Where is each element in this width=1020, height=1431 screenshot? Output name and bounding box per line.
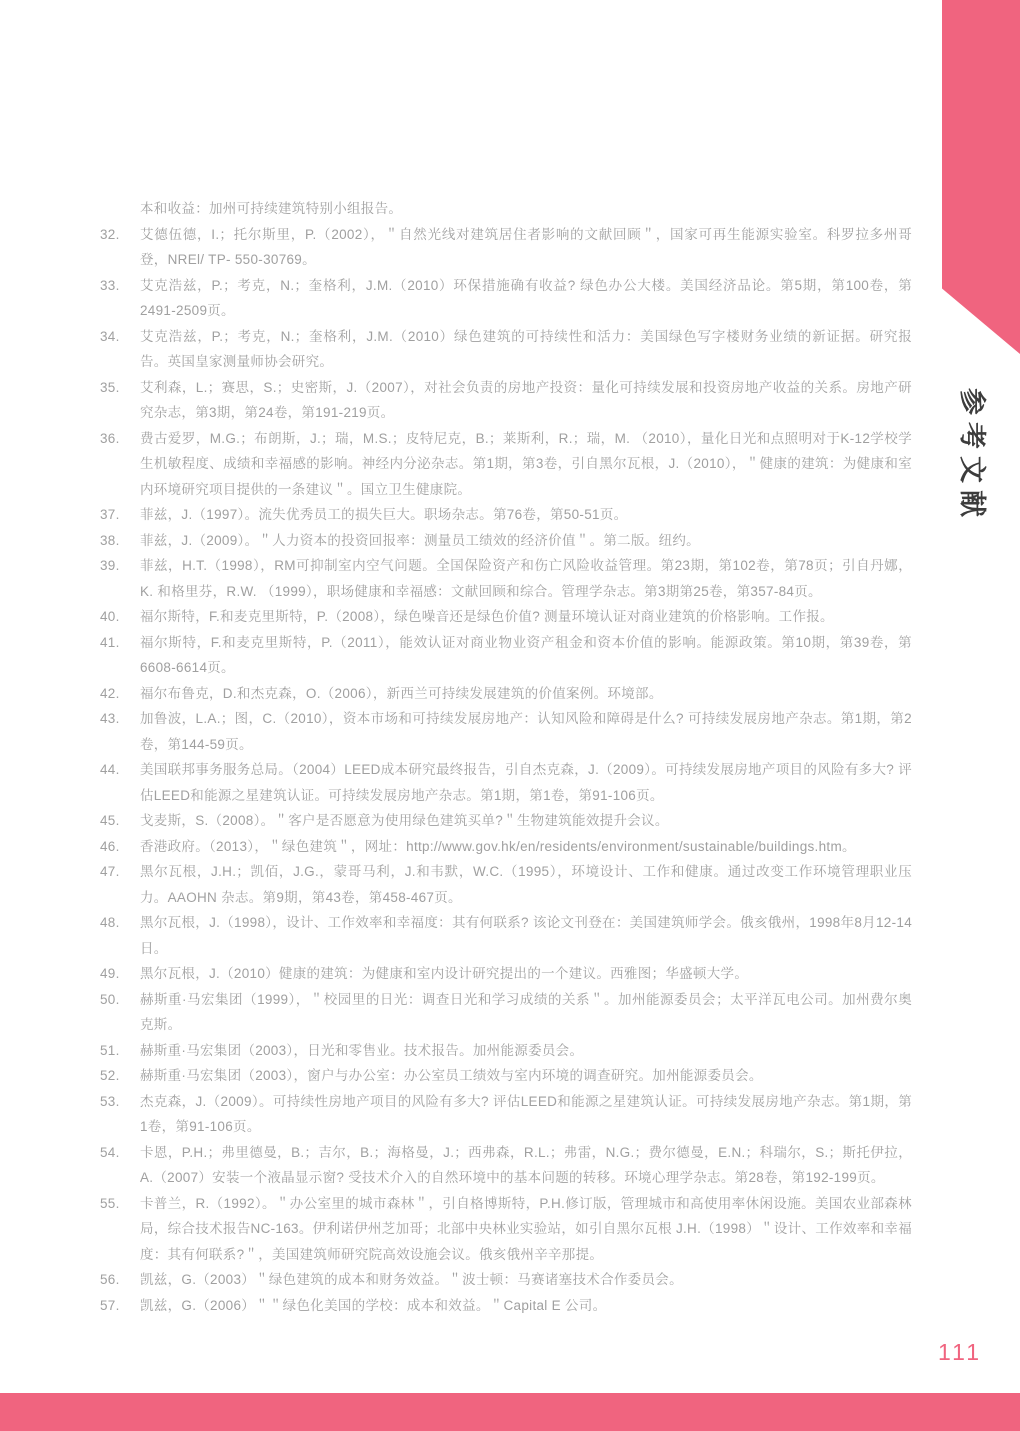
reference-item — [100, 1293, 912, 1319]
reference-number: 53. — [100, 1093, 120, 1109]
reference-number: 33. — [100, 277, 120, 293]
reference-text: 福尔斯特，F.和麦克里斯特，P.（2008），绿色噪音还是绿色价值? 测量环境认证对商业建筑的价格影响。工作报。 — [140, 609, 834, 624]
reference-item — [100, 910, 912, 961]
reference-item — [100, 426, 912, 503]
reference-text: 艾克浩兹，P.；考克，N.；奎格利，J.M.（2010）环保措施确有收益? 绿色办公大楼。美国经济品论。第5期，第100卷，第2491-2509页。 — [140, 277, 912, 318]
reference-number: 32. — [100, 226, 120, 242]
reference-text: 戈麦斯，S.（2008）。＂客户是否愿意为使用绿色建筑买单?＂生物建筑能效提升会议。 — [140, 813, 669, 828]
reference-number: 50. — [100, 991, 120, 1007]
reference-text: 黑尔瓦根，J.H.；凯佰，J.G.，蒙哥马利，J.和韦默，W.C.（1995），环境设计、工作和健康。通过改变工作环境管理职业压力。AAOHN 杂志。第9期，第43卷，第458-467页。 — [140, 864, 912, 905]
reference-item — [100, 1191, 912, 1268]
reference-number: 37. — [100, 507, 120, 522]
reference-text: 艾克浩兹，P.；考克，N.；奎格利，J.M.（2010）绿色建筑的可持续性和活力：美国绿色写字楼财务业绩的新证据。研究报告。英国皇家测量师协会研究。 — [140, 328, 912, 369]
reference-number: 42. — [100, 685, 120, 701]
reference-item — [100, 757, 912, 808]
reference-text: 杰克森，J.（2009）。可持续性房地产项目的风险有多大? 评估LEED和能源之星建筑认证。可持续发展房地产杂志。第1期，第1卷，第91-106页。 — [140, 1093, 912, 1134]
reference-number: 57. — [100, 1297, 120, 1313]
reference-number: 36. — [100, 430, 120, 446]
reference-item — [100, 808, 912, 834]
reference-text: 卡恩，P.H.；弗里德曼，B.；吉尔，B.；海格曼，J.；西弗森，R.L.；弗雷，N.G.；费尔德曼，E.N.；科瑞尔，S.；斯托伊拉，A.（2007）安装一个液晶显示窗? 受技术介入的自然环境中的基本问题的转移。环境心理学杂志。第28卷，第192-199页。 — [140, 1144, 912, 1185]
reference-text: 赫斯重·马宏集团（2003），窗户与办公室：办公室员工绩效与室内环境的调查研究。加州能源委员会。 — [140, 1068, 763, 1083]
reference-item — [100, 502, 912, 528]
reference-text: 卡普兰，R.（1992）。＂办公室里的城市森林＂，引自格博斯特，P.H.修订版，管理城市和高使用率休闲设施。美国农业部森林局，综合技术报告NC-163。伊利诺伊州芝加哥；北部中央林业实验站，如引自黑尔瓦根 J.H.（1998）＂设计、工作效率和幸福度：其有何联系?＂，美国建筑师研究院高效设施会议。俄亥俄州辛辛那提。 — [140, 1195, 912, 1262]
reference-number: 52. — [100, 1068, 120, 1083]
reference-item — [100, 1140, 912, 1191]
reference-item — [100, 859, 912, 910]
reference-text: 黑尔瓦根，J.（2010）健康的建筑：为健康和室内设计研究提出的一个建议。西雅图；华盛顿大学。 — [140, 966, 749, 981]
reference-text: 福尔布鲁克，D.和杰克森，O.（2006），新西兰可持续发展建筑的价值案例。环境部。 — [140, 685, 663, 701]
reference-continuation-line: 本和收益：加州可持续建筑特别小组报告。 — [140, 201, 403, 216]
reference-item — [100, 1267, 912, 1293]
reference-text: 福尔斯特，F.和麦克里斯特，P.（2011），能效认证对商业物业资产租金和资本价值的影响。能源政策。第10期，第39卷，第6608-6614页。 — [140, 634, 912, 675]
corner-banner — [942, 0, 1020, 354]
reference-number: 46. — [100, 838, 120, 854]
reference-number: 54. — [100, 1144, 120, 1160]
reference-text: 艾利森，L.；赛思，S.；史密斯，J.（2007），对社会负责的房地产投资：量化可持续发展和投资房地产收益的关系。房地产研究杂志，第3期，第24卷，第191-219页。 — [140, 379, 912, 420]
chapter-tab-title: 参考文献 — [957, 388, 987, 524]
reference-item — [100, 273, 912, 324]
reference-number: 55. — [100, 1195, 120, 1211]
reference-item — [100, 604, 912, 630]
reference-text: 凯兹，G.（2003）＂绿色建筑的成本和财务效益。＂波士顿：马赛诸塞技术合作委员会。 — [140, 1272, 683, 1287]
page-number: 111 — [938, 1339, 982, 1365]
reference-text: 美国联邦事务服务总局。（2004）LEED成本研究最终报告，引自杰克森，J.（2009）。可持续发展房地产项目的风险有多大? 评估LEED和能源之星建筑认证。可持续发展房地产杂志。第1期，第1卷，第91-106页。 — [140, 762, 912, 803]
reference-text: 黑尔瓦根，J.（1998），设计、工作效率和幸福度：其有何联系? 该论文刊登在：美国建筑师学会。俄亥俄州，1998年8月12-14日。 — [140, 915, 912, 956]
reference-number: 43. — [100, 711, 120, 726]
reference-text: 费古爱罗，M.G.；布朗斯，J.；瑞，M.S.；皮特尼克，B.；莱斯利，R.；瑞，M. （2010），量化日光和点照明对于K-12学校学生机敏程度、成绩和幸福感的影响。神经内分泌杂志。第1期，第3卷，引自黑尔瓦根，J.（2010），＂健康的建筑：为健康和室内环境研究项目提供的一条建议＂。国立卫生健康院。 — [140, 430, 912, 497]
reference-item — [100, 553, 912, 604]
footer-bar — [0, 1393, 1020, 1431]
reference-text: 香港政府。（2013），＂绿色建筑＂，网址：http://www.gov.hk/en/residents/environment/sustainable/buildings.htm。 — [140, 838, 856, 854]
reference-text: 赫斯重·马宏集团（2003），日光和零售业。技术报告。加州能源委员会。 — [140, 1042, 584, 1058]
reference-number: 34. — [100, 328, 120, 344]
reference-number: 40. — [100, 609, 120, 624]
reference-number: 39. — [100, 558, 120, 573]
reference-item — [100, 375, 912, 426]
reference-number: 38. — [100, 532, 120, 548]
reference-item — [100, 630, 912, 681]
reference-text: 菲兹，J.（2009）。＂人力资本的投资回报率：测量员工绩效的经济价值＂。第二版。纽约。 — [140, 532, 700, 548]
reference-text: 加鲁波，L.A.；图，C.（2010），资本市场和可持续发展房地产：认知风险和障碍是什么? 可持续发展房地产杂志。第1期，第2卷，第144-59页。 — [140, 711, 912, 752]
reference-number: 51. — [100, 1042, 120, 1058]
reference-item — [100, 1038, 912, 1064]
reference-number: 47. — [100, 864, 120, 879]
reference-text: 菲兹，J.（1997）。流失优秀员工的损失巨大。职场杂志。第76卷，第50-51页。 — [140, 507, 628, 522]
reference-number: 44. — [100, 762, 120, 777]
reference-item — [100, 961, 912, 987]
reference-number: 48. — [100, 915, 120, 930]
reference-item — [100, 987, 912, 1038]
reference-number: 56. — [100, 1272, 120, 1287]
reference-item — [100, 1063, 912, 1089]
reference-text: 凯兹，G.（2006）＂＂绿色化美国的学校：成本和效益。＂Capital E 公司。 — [140, 1297, 607, 1313]
reference-text: 赫斯重·马宏集团（1999），＂校园里的日光：调查日光和学习成绩的关系＂。加州能源委员会；太平洋瓦电公司。加州费尔奥克斯。 — [140, 991, 912, 1032]
reference-item — [100, 834, 912, 860]
reference-item — [100, 324, 912, 375]
reference-item — [100, 681, 912, 707]
reference-item — [100, 222, 912, 273]
reference-text: 菲兹，H.T.（1998），RM可抑制室内空气问题。全国保险资产和伤亡风险收益管理。第23期，第102卷，第78页；引自丹娜，K. 和格里芬，R.W. （1999），职场健康和幸福感：文献回顾和综合。管理学杂志。第3期第25卷，第357-84页。 — [140, 558, 912, 599]
reference-number: 35. — [100, 379, 120, 395]
reference-number: 41. — [100, 634, 120, 650]
reference-number: 49. — [100, 966, 120, 981]
reference-text: 艾德伍德，I.；托尔斯里，P.（2002），＂自然光线对建筑居住者影响的文献回顾＂，国家可再生能源实验室。科罗拉多州哥登，NREl/ TP- 550-30769。 — [140, 226, 912, 267]
reference-number: 45. — [100, 813, 120, 828]
reference-list — [100, 196, 912, 1318]
reference-item — [100, 1089, 912, 1140]
reference-item — [100, 528, 912, 554]
reference-item — [100, 706, 912, 757]
